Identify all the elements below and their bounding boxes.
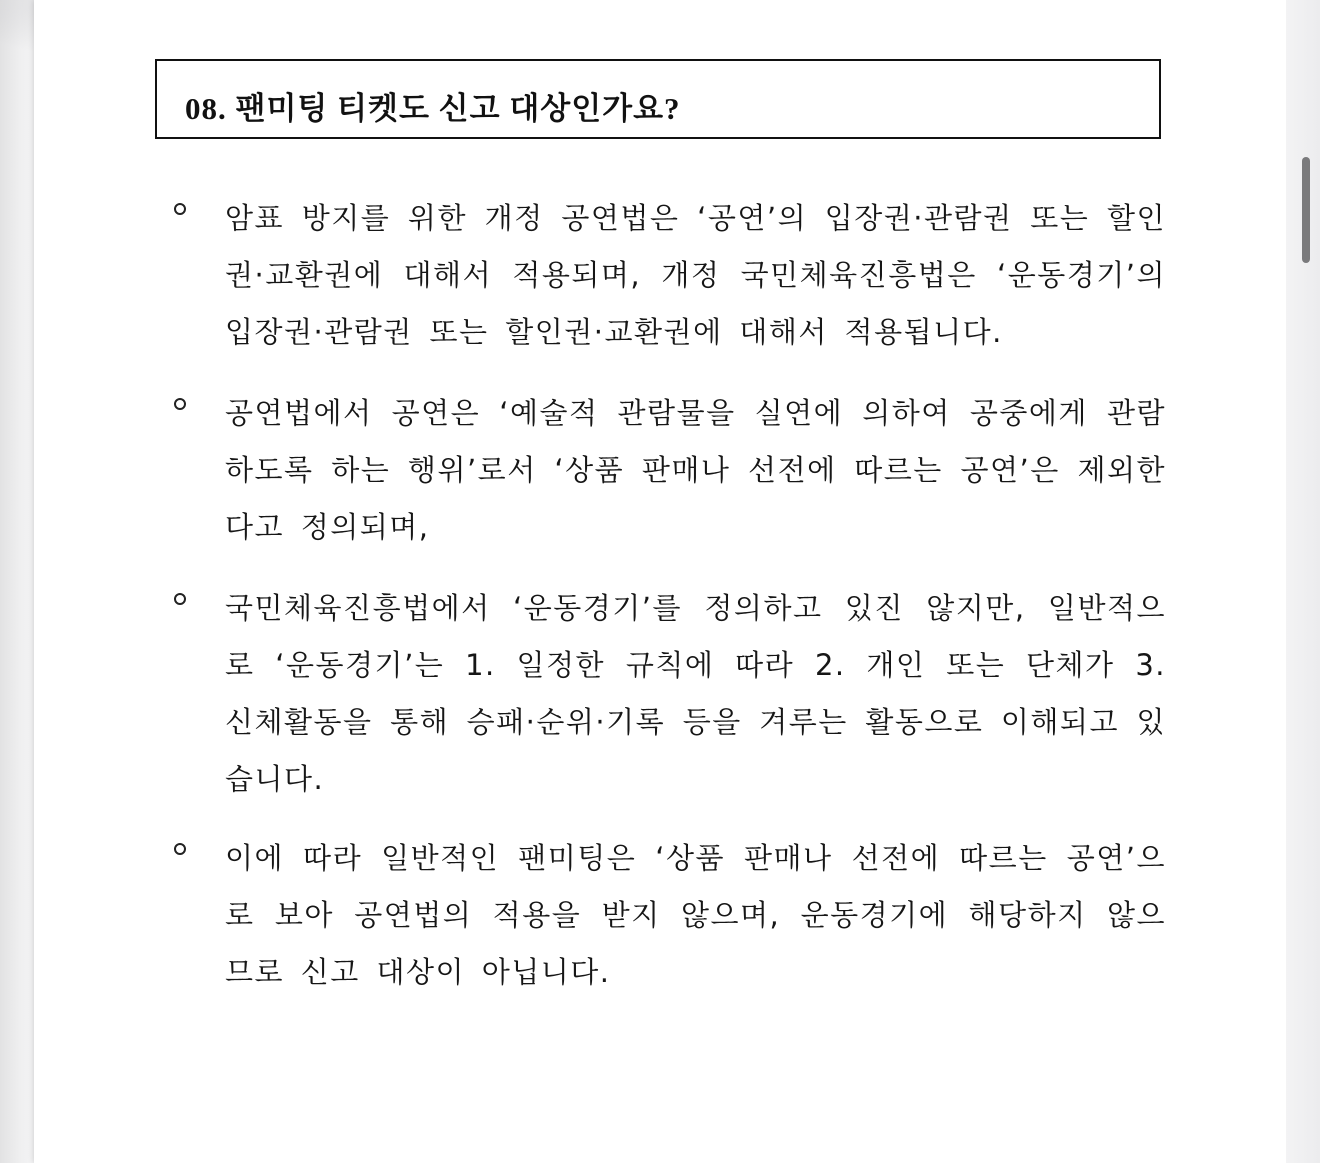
question-title-box	[155, 59, 1161, 139]
circle-bullet-icon	[174, 843, 186, 855]
question-title: 08. 팬미팅 티켓도 신고 대상인가요?	[185, 91, 681, 126]
list-item-text: 국민체육진흥법에서 ‘운동경기’를 정의하고 있진 않지만, 일반적으로 ‘운동경기’는 1. 일정한 규칙에 따라 2. 개인 또는 단체가 3. 신체활동을 통해 승패·순위·기록 등을 겨루는 활동으로 이해되고 있습니다.	[225, 591, 1166, 796]
circle-bullet-icon	[174, 593, 186, 605]
document-page	[34, 0, 1286, 1163]
list-item-text: 공연법에서 공연은 ‘예술적 관람물을 실연에 의하여 공중에게 관람하도록 하는 행위’로서 ‘상품 판매나 선전에 따르는 공연’은 제외한다고 정의되며,	[225, 396, 1166, 544]
list-item-text: 암표 방지를 위한 개정 공연법은 ‘공연’의 입장권·관람권 또는 할인권·교환권에 대해서 적용되며, 개정 국민체육진흥법은 ‘운동경기’의 입장권·관람권 또는 할인권·교환권에 대해서 적용됩니다.	[225, 201, 1166, 349]
circle-bullet-icon	[174, 203, 186, 215]
list-item-text: 이에 따라 일반적인 팬미팅은 ‘상품 판매나 선전에 따르는 공연’으로 보아 공연법의 적용을 받지 않으며, 운동경기에 해당하지 않으므로 신고 대상이 아닙니다.	[225, 841, 1166, 989]
circle-bullet-icon	[174, 398, 186, 410]
scrollbar-thumb[interactable]	[1302, 157, 1310, 263]
